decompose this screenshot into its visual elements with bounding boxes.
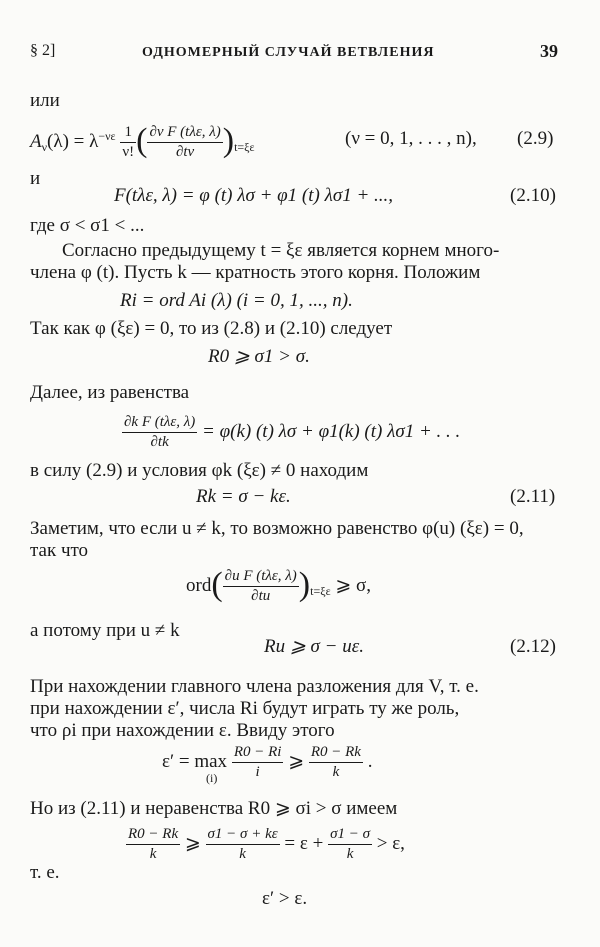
section-marker: § 2]: [30, 42, 56, 59]
eq29-lhs-sub: ν: [41, 139, 48, 154]
eq29-lparen: (: [136, 121, 148, 159]
eqeps-f2-num: R0 − Rk: [309, 744, 363, 763]
eqeps-lhs: ε′ = max: [162, 750, 228, 772]
eqeps-under: (i): [206, 771, 218, 785]
para6: а потому при u ≠ k: [30, 620, 180, 641]
para3: Далее, из равенства: [30, 382, 190, 403]
eqeps-ge: ⩾: [288, 750, 305, 772]
eqord-rparen: ): [298, 565, 311, 603]
page-number: 39: [540, 41, 558, 61]
eqeps-f1-num: R0 − Ri: [232, 744, 284, 763]
eq29-frac-den: ∂tν: [175, 144, 195, 160]
para7-line2: при нахождении ε′, числа Ri будут играть ту же роль,: [30, 698, 460, 719]
eqlast-f3: [328, 826, 372, 863]
para8: Но из (2.11) и неравенства R0 ⩾ σi > σ имеем: [30, 798, 398, 819]
para1-line1: Согласно предыдущему t = ξε является корнем много-: [62, 240, 500, 261]
eq29-rparen: ): [222, 121, 235, 159]
eqord-den: ∂tu: [251, 588, 271, 604]
eqlast-f3-den: k: [346, 846, 354, 862]
eq29-lhs-arg: (λ) = λ: [47, 130, 99, 152]
eqlast-ge: ⩾: [184, 832, 201, 854]
text-gde: где σ < σ1 < ...: [30, 215, 145, 236]
eq211-number: (2.11): [510, 486, 556, 507]
equation-final: ε′ > ε.: [262, 888, 308, 909]
eqord-post: ⩾ σ,: [335, 574, 372, 596]
eqlast-f3-num: σ1 − σ: [328, 826, 372, 845]
text-ili: или: [30, 90, 60, 111]
eqdk-num: ∂k F (tλε, λ): [122, 414, 197, 433]
text-te: т. е.: [30, 862, 60, 883]
para2: Так как φ (ξε) = 0, то из (2.8) и (2.10) следует: [30, 318, 393, 339]
eqlast-end: > ε,: [376, 832, 405, 854]
eqeps-f2: [309, 744, 363, 781]
para1-line2: члена φ (t). Пусть k — кратность этого корня. Положим: [30, 262, 481, 283]
eqord-lparen: (: [211, 565, 223, 603]
para5-line1: Заметим, что если u ≠ k, то возможно равенство φ(u) (ξε) = 0,: [30, 518, 524, 539]
eq29-coef-den: ν!: [122, 144, 135, 160]
eqdk-rhs: = φ(k) (t) λσ + φ1(k) (t) λσ1 + . . .: [202, 420, 461, 442]
para5-line2: так что: [30, 540, 89, 561]
eq29-lhs: A: [30, 130, 42, 152]
eq212-number: (2.12): [510, 636, 556, 657]
equation-chain: [126, 826, 405, 872]
eq29-number: (2.9): [517, 128, 554, 149]
equation-R0: R0 ⩾ σ1 > σ.: [208, 346, 310, 367]
eqlast-f2-den: k: [239, 846, 246, 862]
eqlast-f1-num: R0 − Rk: [126, 826, 180, 845]
eqlast-f2-num: σ1 − σ + kε: [206, 826, 280, 845]
eqord-frac: [223, 568, 299, 605]
text-i: и: [30, 168, 41, 189]
eqlast-f1: [126, 826, 180, 863]
equation-eps-prime: [162, 744, 372, 794]
eq29-frac-num: ∂ν F (tλε, λ): [147, 124, 222, 143]
eq29-condition: (ν = 0, 1, . . . , n),: [345, 128, 477, 149]
eqeps-f2-den: k: [332, 764, 340, 780]
eq29-exp: −νε: [98, 128, 116, 143]
running-title: ОДНОМЕРНЫЙ СЛУЧАЙ ВЕТВЛЕНИЯ: [142, 45, 435, 60]
eq29-coef-num: 1: [120, 124, 136, 143]
equation-R: Ri = ord Ai (λ) (i = 0, 1, ..., n).: [120, 290, 353, 311]
eq29-coef: [120, 124, 136, 161]
eqeps-f1-den: i: [255, 764, 260, 780]
para4: в силу (2.9) и условия φk (ξε) ≠ 0 находим: [30, 460, 369, 481]
eqlast-f2: [206, 826, 280, 863]
eqeps-end: .: [367, 750, 373, 772]
eq29-frac: [147, 124, 222, 161]
equation-2-10: F(tλε, λ) = φ (t) λσ + φ1 (t) λσ1 + ...,: [114, 185, 394, 206]
para7-line3: что ρi при нахождении ε. Ввиду этого: [30, 720, 335, 741]
equation-2-12: Ru ⩾ σ − uε.: [264, 636, 364, 657]
equation-derivative: [122, 414, 460, 460]
eqeps-f1: [232, 744, 284, 781]
eqord-pre: ord: [186, 574, 212, 596]
eqord-num: ∂u F (tλε, λ): [223, 568, 299, 587]
eqord-eval: t=ξε: [310, 583, 331, 598]
equation-2-11: Rk = σ − kε.: [196, 486, 291, 507]
eqdk-den: ∂tk: [150, 434, 169, 450]
eqlast-f1-den: k: [149, 846, 157, 862]
para7-line1: При нахождении главного члена разложения для V, т. е.: [30, 676, 479, 697]
equation-ord: [186, 565, 372, 614]
equation-2-9: [30, 121, 255, 170]
eq210-number: (2.10): [510, 185, 556, 206]
eqdk-frac: [122, 414, 197, 451]
eq29-eval: t=ξε: [234, 139, 255, 154]
eqlast-mid: = ε +: [284, 832, 324, 854]
